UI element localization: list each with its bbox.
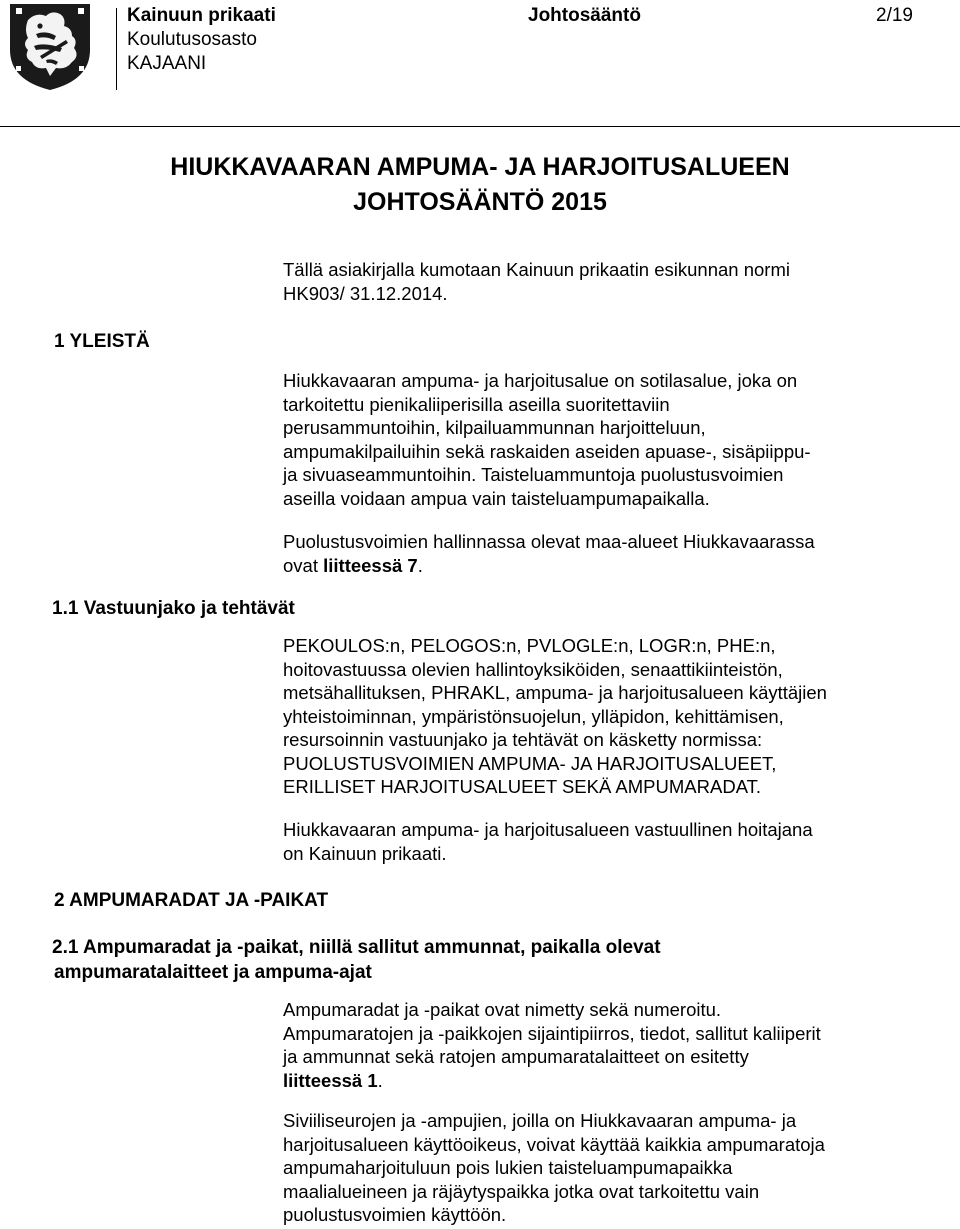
text-line: yhteistoiminnan, ympäristönsuojelun, ylläpidon, kehittämisen, [283,705,784,727]
text-line: Hiukkavaaran ampuma- ja harjoitusalueen vastuullinen hoitajana [283,819,813,840]
intro-paragraph [283,258,943,305]
lion-coat-of-arms-icon [6,0,94,92]
text-fragment: . [377,1069,383,1091]
text-line: Puolustusvoimien hallinnassa olevat maa-alueet Hiukkavaarassa [283,531,815,552]
text-line: tarkoitettu pienikaliiperisilla aseilla suoritettaviin [283,393,670,415]
paragraph-responsibilities [283,634,943,799]
header-rule [0,126,960,127]
section-heading-2-1-line2: ampumaratalaitteet ja ampuma-ajat [54,962,372,983]
text-line: PEKOULOS:n, PELOGOS:n, PVLOGLE:n, LOGR:n, PHE:n, [283,635,776,656]
section-heading-ampumaradat: 2 AMPUMARADAT JA -PAIKAT [54,890,329,911]
text-line: ERILLISET HARJOITUSALUEET SEKÄ AMPUMARADAT. [283,776,762,797]
text-line: HK903/ 31.12.2014. [283,282,448,304]
header-org: Kainuun prikaati [127,5,276,26]
text-line: Siviiliseurojen ja -ampujien, joilla on Hiukkavaaran ampuma- ja [283,1110,797,1131]
text-line: on Kainuun prikaati. [283,842,447,864]
header-city: KAJAANI [127,53,207,74]
paragraph-caretaker [283,818,943,865]
text-line: PUOLUSTUSVOIMIEN AMPUMA- JA HARJOITUSALUEET, [283,752,777,774]
text-line: Ampumaradat ja -paikat ovat nimetty sekä numeroitu. [283,999,722,1020]
paragraph-land-areas [283,530,943,577]
section-heading-yleista: 1 YLEISTÄ [54,331,150,352]
text-fragment: ovat [283,554,324,576]
header-page-number: 2/19 [876,5,913,26]
section-heading-vastuunjako: 1.1 Vastuunjako ja tehtävät [52,598,295,619]
appendix-reference: liitteessä 1 [283,1069,378,1091]
text-line [283,1069,943,1093]
text-line: puolustusvoimien käyttöön. [283,1204,507,1225]
header-divider [116,8,117,90]
section-heading-2-1-line1: 2.1 Ampumaradat ja -paikat, niillä sallitut ammunnat, paikalla olevat [52,937,661,958]
text-line: perusammuntoihin, kilpailuammunnan harjoitteluun, [283,417,706,438]
text-line: maalialueineen ja räjäytyspaikka jotka ovat tarkoitettu vain [283,1180,760,1202]
text-line [283,554,943,578]
paragraph-ranges [283,998,943,1092]
paragraph-civilian-use [283,1109,943,1227]
document-title-line1: HIUKKAVAARAN AMPUMA- JA HARJOITUSALUEEN [170,153,790,181]
text-line: ampumakilpailuihin sekä raskaiden aseiden apuase-, sisäpiippu- [283,440,811,462]
text-line: metsähallituksen, PHRAKL, ampuma- ja harjoitusalueen käyttäjien [283,682,827,703]
text-line: harjoitusalueen käyttöoikeus, voivat käyttää kaikkia ampumaratoja [283,1133,825,1155]
text-line: ampumaharjoituluun pois lukien taisteluampumapaikka [283,1157,733,1178]
text-line: ja sivuaseammuntoihin. Taisteluammuntoja puolustusvoimien [283,464,784,485]
text-fragment: . [417,554,423,576]
document-title-line2: JOHTOSÄÄNTÖ 2015 [353,188,607,216]
text-line: Ampumaratojen ja -paikkojen sijaintipiirros, tiedot, sallitut kaliiperit [283,1022,821,1044]
text-line: ja ammunnat sekä ratojen ampumaratalaitteet on esitetty [283,1046,749,1067]
header-dept: Koulutusosasto [127,29,257,50]
text-line: Tällä asiakirjalla kumotaan Kainuun prikaatin esikunnan normi [283,259,790,280]
text-line: resursoinnin vastuunjako ja tehtävät on käsketty normissa: [283,729,763,750]
text-line: hoitovastuussa olevien hallintoyksiköiden, senaattikiinteistön, [283,658,783,680]
header-doc-type: Johtosääntö [528,5,641,26]
appendix-reference: liitteessä 7 [323,554,418,576]
text-line: aseilla voidaan ampua vain taisteluampumapaikalla. [283,487,710,509]
text-line: Hiukkavaaran ampuma- ja harjoitusalue on sotilasalue, joka on [283,370,798,391]
paragraph-purpose [283,369,943,510]
